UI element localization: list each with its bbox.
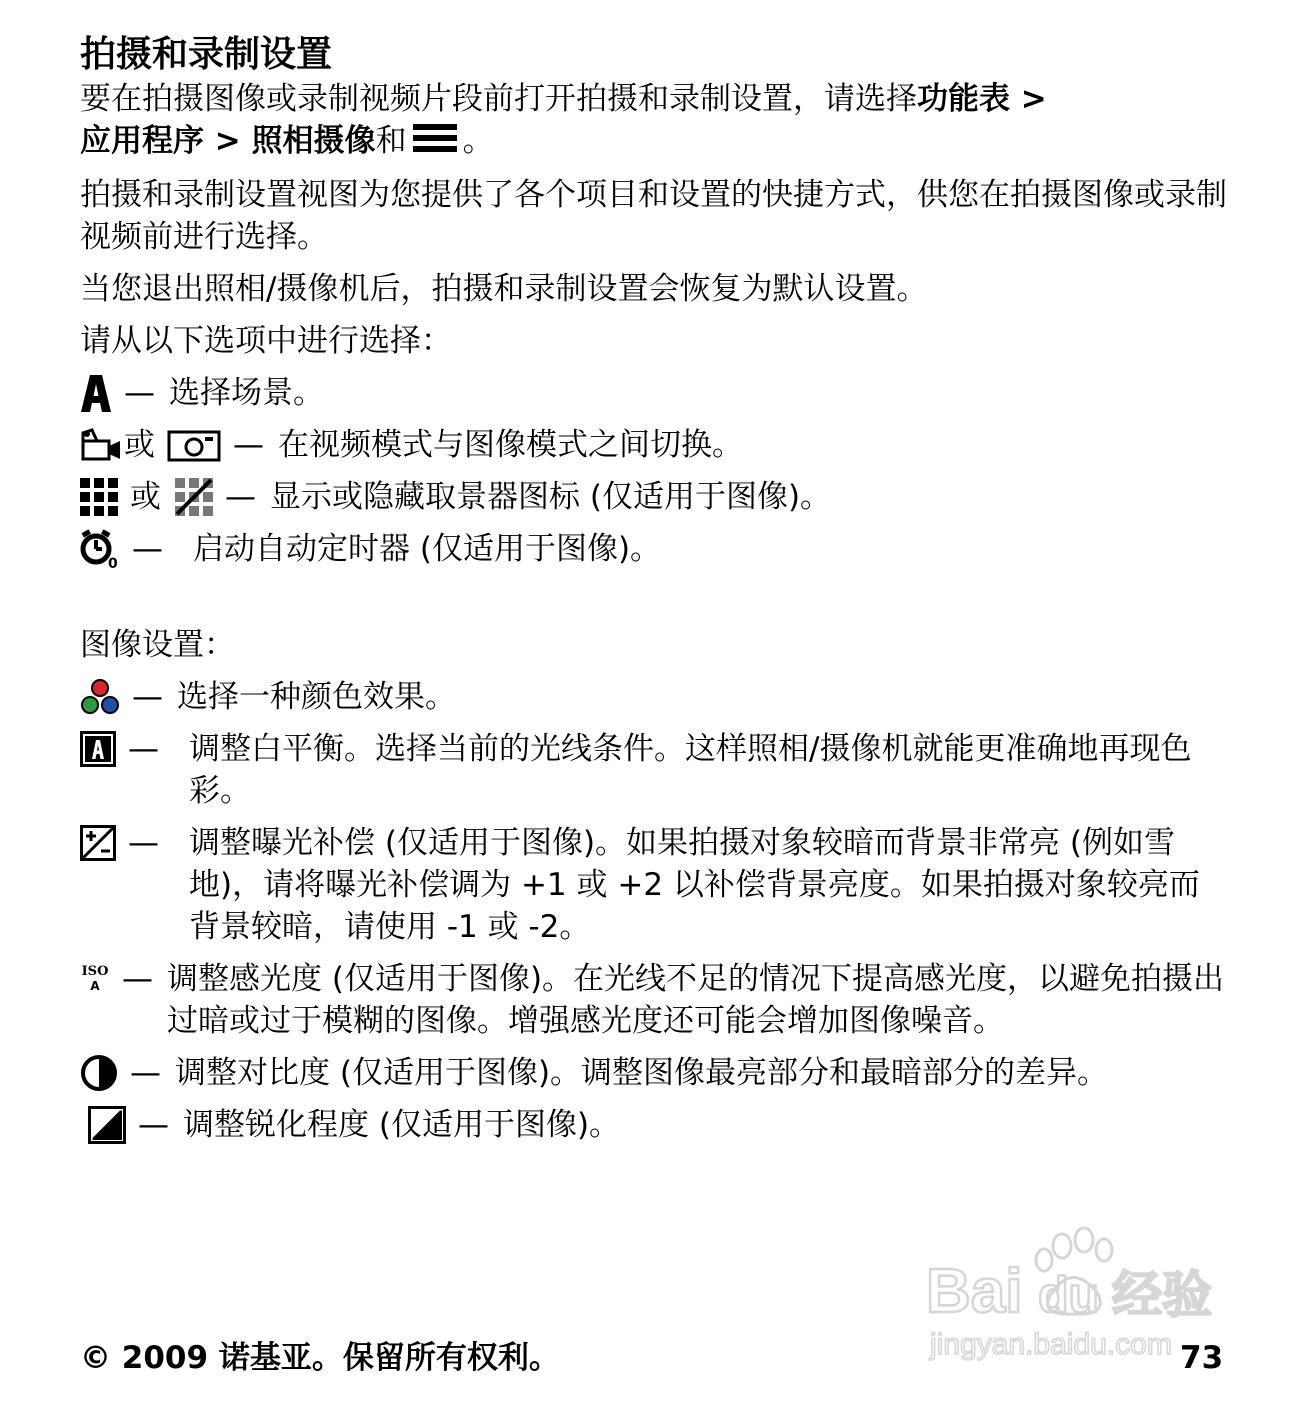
svg-text:0: 0: [108, 555, 118, 569]
still-camera-icon: [167, 424, 221, 466]
watermark-url: jingyan.baidu.com: [930, 1328, 1172, 1361]
option-grid: [80, 476, 1230, 518]
section-gap: [80, 580, 1230, 624]
setting-iso-text: 调整感光度 (仅适用于图像)。在光线不足的情况下提高感光度，以避免拍摄出过暗或过于模糊的图像。增强感光度还可能会增加图像噪音。: [167, 960, 1225, 1039]
watermark-brand2: du: [1038, 1267, 1100, 1323]
paragraph-choose: 请从以下选项中进行选择：: [80, 322, 452, 359]
menu-lines-icon: [413, 122, 457, 164]
self-timer-icon: [80, 528, 120, 570]
option-mode: [80, 424, 1230, 466]
color-effect-icon: [80, 676, 120, 718]
intro-text: 要在拍摄图像或录制视频片段前打开拍摄和录制设置，请选择: [80, 81, 917, 117]
page-number: 73: [1180, 1340, 1224, 1376]
or-text: 或: [124, 426, 155, 463]
setting-sharpness: [80, 1104, 1230, 1146]
path-separator: >: [204, 123, 252, 159]
menu-path-camera: 照相摄像: [251, 123, 376, 159]
dash: —: [138, 1106, 169, 1143]
setting-contrast: [80, 1052, 1230, 1094]
setting-color-text: 选择一种颜色效果。: [177, 678, 456, 715]
paragraph-reset: 当您退出照相/摄像机后，拍摄和录制设置会恢复为默认设置。: [80, 270, 928, 307]
intro-paragraph: [80, 78, 1230, 164]
dash: —: [130, 1054, 161, 1091]
setting-wb-text: 调整白平衡。选择当前的光线条件。这样照相/摄像机就能更准确地再现色彩。: [189, 730, 1192, 809]
sharpness-icon: [88, 1104, 126, 1146]
setting-exposure-text: 调整曝光补偿 (仅适用于图像)。如果拍摄对象较暗而背景非常亮 (例如雪地)，请将曝光补偿调为 +1 或 +2 以补偿背景亮度。如果拍摄对象较亮而背景较暗，请使用 -1 或 -2。: [189, 824, 1200, 945]
dash: —: [122, 960, 153, 997]
option-scene-text: 选择场景。: [169, 374, 324, 411]
option-grid-text: 显示或隐藏取景器图标 (仅适用于图像)。: [270, 478, 832, 515]
iso-icon-top: ISO: [81, 963, 109, 979]
setting-exposure: [80, 822, 1230, 948]
dash: —: [124, 374, 155, 411]
option-timer-text: 启动自动定时器 (仅适用于图像)。: [193, 530, 662, 567]
dash: —: [132, 530, 163, 567]
dash: —: [225, 478, 256, 515]
copyright-footer: © 2009 诺基亚。保留所有权利。: [80, 1340, 560, 1376]
grid-off-icon: [175, 476, 213, 518]
intro-and: 和: [375, 123, 407, 159]
watermark-brand: Bai: [926, 1257, 1023, 1326]
paragraph-shortcuts: 拍摄和录制设置视图为您提供了各个项目和设置的快捷方式，供您在拍摄图像或录制视频前进行选择。: [80, 176, 1227, 255]
dash: —: [128, 824, 159, 861]
option-timer: [80, 528, 1230, 570]
setting-white-balance: [80, 728, 1230, 812]
dash: —: [128, 730, 159, 767]
watermark: [922, 1226, 1222, 1366]
image-settings-label: 图像设置：: [80, 626, 235, 663]
option-mode-text: 在视频模式与图像模式之间切换。: [278, 426, 743, 463]
dash: —: [132, 678, 163, 715]
dash: —: [233, 426, 264, 463]
setting-iso: [80, 958, 1230, 1042]
setting-contrast-text: 调整对比度 (仅适用于图像)。调整图像最亮部分和最暗部分的差异。: [175, 1054, 1109, 1091]
setting-sharpness-text: 调整锐化程度 (仅适用于图像)。: [183, 1106, 621, 1143]
watermark-cn: 经验: [1112, 1266, 1212, 1324]
grid-icon: [80, 476, 118, 518]
menu-path-functions: 功能表: [917, 81, 1010, 117]
path-separator: >: [1010, 81, 1047, 117]
page-title: 拍摄和录制设置: [80, 34, 333, 75]
menu-path-applications: 应用程序: [80, 123, 204, 159]
scene-auto-icon: [80, 372, 112, 414]
option-scene: [80, 372, 1230, 414]
manual-page: [80, 34, 1230, 1156]
video-camera-icon: [80, 424, 124, 466]
intro-end: 。: [462, 123, 494, 159]
or-text: 或: [130, 478, 161, 515]
iso-icon-bottom: A: [90, 978, 100, 993]
setting-color-effect: [80, 676, 1230, 718]
